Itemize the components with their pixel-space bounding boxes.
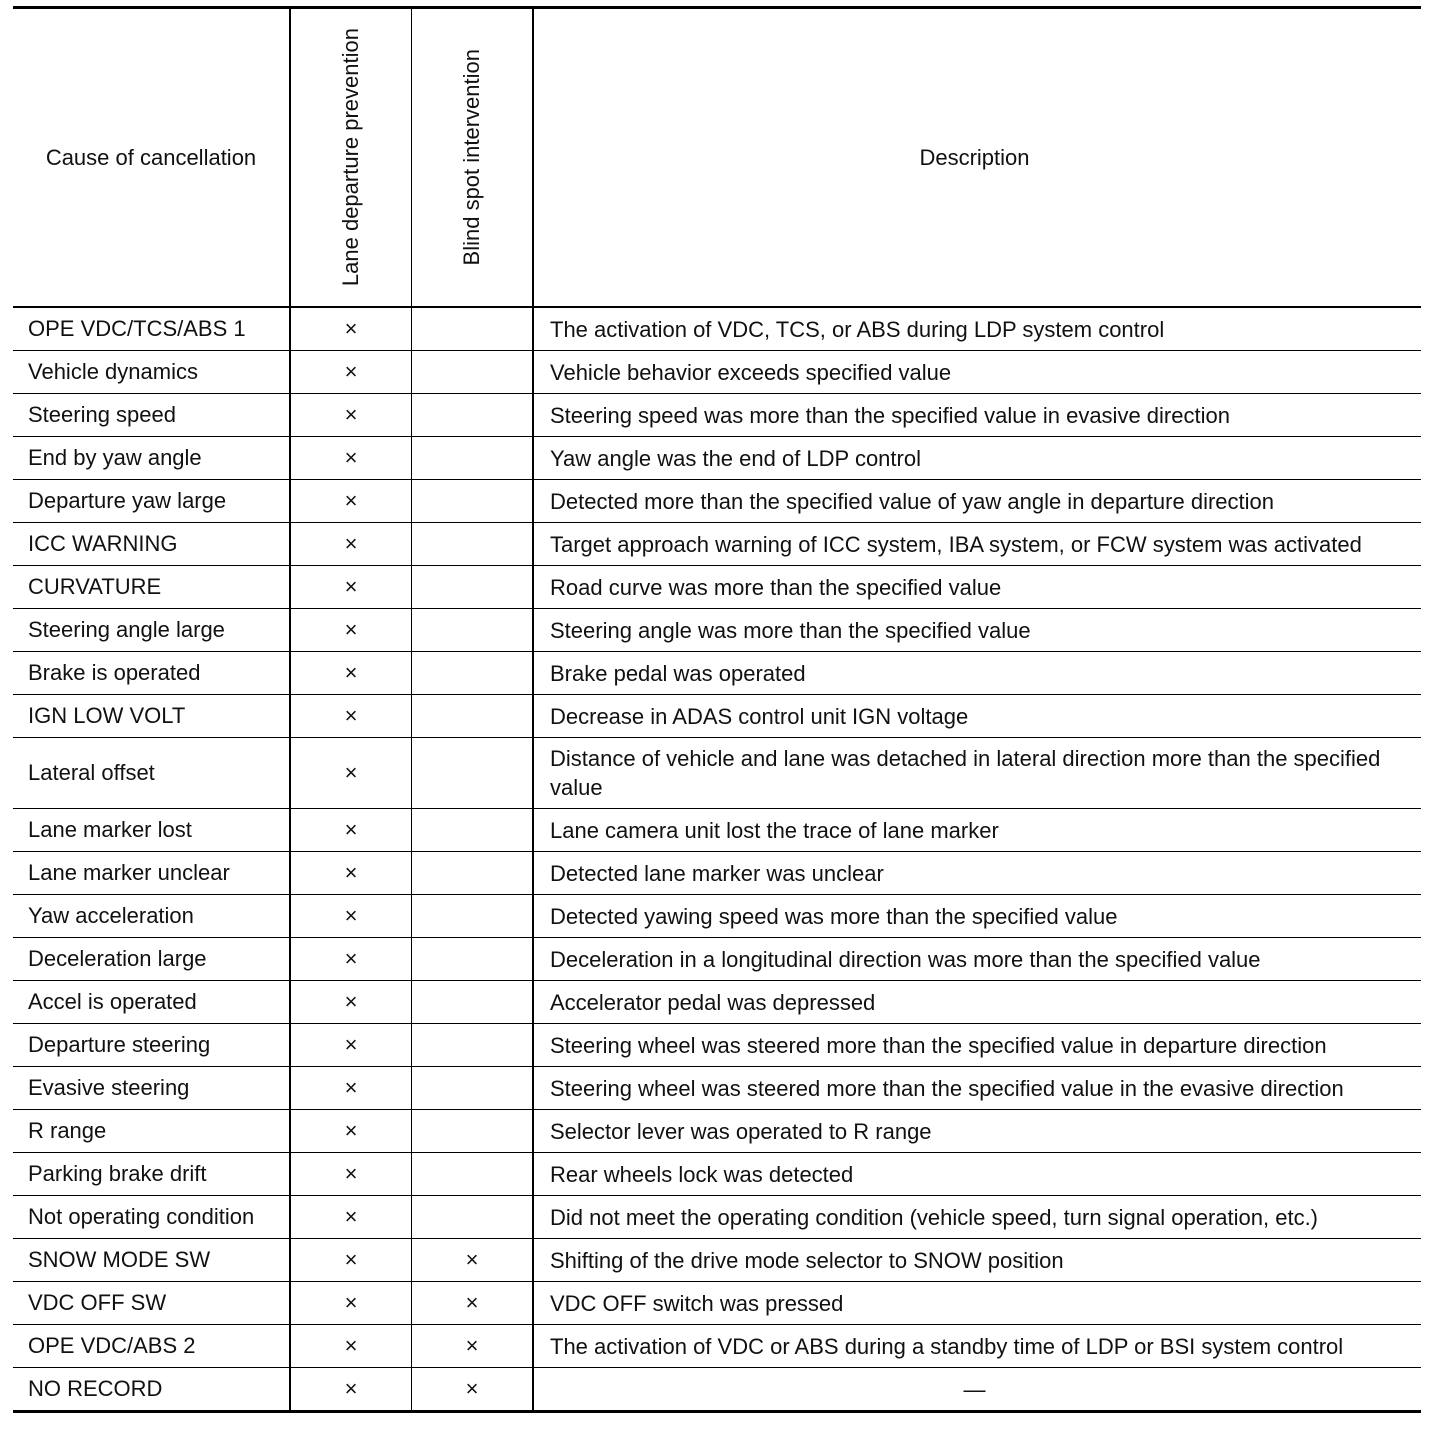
bsi-mark	[412, 1196, 534, 1239]
bsi-mark: ×	[412, 1239, 534, 1282]
bsi-mark	[412, 1110, 534, 1153]
bsi-mark	[412, 938, 534, 981]
cause-cell: Accel is operated	[13, 981, 290, 1024]
description-cell: Target approach warning of ICC system, IBA system, or FCW system was activated	[533, 523, 1421, 566]
cause-cell: CURVATURE	[13, 566, 290, 609]
bsi-mark	[412, 523, 534, 566]
ldp-mark: ×	[290, 1239, 412, 1282]
bsi-mark	[412, 895, 534, 938]
cause-cell: Departure steering	[13, 1024, 290, 1067]
bsi-mark	[412, 394, 534, 437]
cause-cell: Not operating condition	[13, 1196, 290, 1239]
bsi-mark	[412, 1067, 534, 1110]
ldp-mark: ×	[290, 809, 412, 852]
ldp-mark: ×	[290, 394, 412, 437]
bsi-mark: ×	[412, 1325, 534, 1368]
cause-cell: OPE VDC/TCS/ABS 1	[13, 307, 290, 351]
description-cell: Vehicle behavior exceeds specified value	[533, 351, 1421, 394]
bsi-mark	[412, 609, 534, 652]
description-cell: Shifting of the drive mode selector to SNOW position	[533, 1239, 1421, 1282]
description-cell: The activation of VDC or ABS during a standby time of LDP or BSI system control	[533, 1325, 1421, 1368]
table-row	[13, 695, 1421, 738]
description-cell: The activation of VDC, TCS, or ABS during LDP system control	[533, 307, 1421, 351]
ldp-mark: ×	[290, 695, 412, 738]
table-row	[13, 1368, 1421, 1412]
table-row	[13, 437, 1421, 480]
description-cell: Detected lane marker was unclear	[533, 852, 1421, 895]
cause-cell: NO RECORD	[13, 1368, 290, 1412]
bsi-mark	[412, 566, 534, 609]
table-row	[13, 1024, 1421, 1067]
description-cell: Steering wheel was steered more than the specified value in the evasive direction	[533, 1067, 1421, 1110]
ldp-mark: ×	[290, 609, 412, 652]
header-ldp-label: Lane departure prevention	[338, 28, 363, 287]
description-cell: Detected yawing speed was more than the specified value	[533, 895, 1421, 938]
description-cell: Steering wheel was steered more than the specified value in departure direction	[533, 1024, 1421, 1067]
table-row	[13, 1153, 1421, 1196]
cause-cell: VDC OFF SW	[13, 1282, 290, 1325]
header-bsi	[412, 8, 534, 308]
cause-cell: IGN LOW VOLT	[13, 695, 290, 738]
table-row	[13, 1196, 1421, 1239]
cause-cell: Steering speed	[13, 394, 290, 437]
table-row	[13, 351, 1421, 394]
ldp-mark: ×	[290, 307, 412, 351]
description-cell: Distance of vehicle and lane was detached in lateral direction more than the specified value	[533, 738, 1421, 809]
ldp-mark: ×	[290, 1368, 412, 1412]
description-cell: Decrease in ADAS control unit IGN voltage	[533, 695, 1421, 738]
description-cell: Brake pedal was operated	[533, 652, 1421, 695]
description-cell: VDC OFF switch was pressed	[533, 1282, 1421, 1325]
table-row	[13, 566, 1421, 609]
ldp-mark: ×	[290, 738, 412, 809]
ldp-mark: ×	[290, 1153, 412, 1196]
bsi-mark	[412, 480, 534, 523]
bsi-mark	[412, 1153, 534, 1196]
header-bsi-label: Blind spot intervention	[459, 49, 484, 266]
description-cell: Selector lever was operated to R range	[533, 1110, 1421, 1153]
table-row	[13, 1067, 1421, 1110]
ldp-mark: ×	[290, 1325, 412, 1368]
bsi-mark	[412, 307, 534, 351]
table-row	[13, 609, 1421, 652]
bsi-mark	[412, 695, 534, 738]
cause-cell: Brake is operated	[13, 652, 290, 695]
cause-cell: R range	[13, 1110, 290, 1153]
table-row	[13, 480, 1421, 523]
table-row	[13, 852, 1421, 895]
bsi-mark	[412, 437, 534, 480]
table-row	[13, 523, 1421, 566]
bsi-mark	[412, 981, 534, 1024]
ldp-mark: ×	[290, 981, 412, 1024]
ldp-mark: ×	[290, 938, 412, 981]
cause-cell: Evasive steering	[13, 1067, 290, 1110]
cause-cell: Deceleration large	[13, 938, 290, 981]
ldp-mark: ×	[290, 1024, 412, 1067]
table-row	[13, 895, 1421, 938]
table-row	[13, 394, 1421, 437]
cause-cell: Yaw acceleration	[13, 895, 290, 938]
cause-cell: Lateral offset	[13, 738, 290, 809]
ldp-mark: ×	[290, 1196, 412, 1239]
header-description: Description	[533, 8, 1421, 308]
cancellation-table	[13, 6, 1421, 1413]
ldp-mark: ×	[290, 437, 412, 480]
bsi-mark: ×	[412, 1282, 534, 1325]
table-row	[13, 307, 1421, 351]
cause-cell: SNOW MODE SW	[13, 1239, 290, 1282]
description-cell: Accelerator pedal was depressed	[533, 981, 1421, 1024]
cause-cell: OPE VDC/ABS 2	[13, 1325, 290, 1368]
header-cause: Cause of cancellation	[13, 8, 290, 308]
description-cell: Steering angle was more than the specified value	[533, 609, 1421, 652]
bsi-mark	[412, 652, 534, 695]
ldp-mark: ×	[290, 652, 412, 695]
table-row	[13, 1239, 1421, 1282]
description-cell: Lane camera unit lost the trace of lane marker	[533, 809, 1421, 852]
ldp-mark: ×	[290, 895, 412, 938]
bsi-mark: ×	[412, 1368, 534, 1412]
ldp-mark: ×	[290, 351, 412, 394]
ldp-mark: ×	[290, 852, 412, 895]
table-row	[13, 938, 1421, 981]
description-cell: Deceleration in a longitudinal direction was more than the specified value	[533, 938, 1421, 981]
cause-cell: End by yaw angle	[13, 437, 290, 480]
table-row	[13, 738, 1421, 809]
ldp-mark: ×	[290, 1110, 412, 1153]
bsi-mark	[412, 1024, 534, 1067]
header-ldp	[290, 8, 412, 308]
header-row	[13, 8, 1421, 308]
cause-cell: Lane marker lost	[13, 809, 290, 852]
ldp-mark: ×	[290, 1282, 412, 1325]
bsi-mark	[412, 852, 534, 895]
table-row	[13, 652, 1421, 695]
ldp-mark: ×	[290, 1067, 412, 1110]
cause-cell: Lane marker unclear	[13, 852, 290, 895]
table-row	[13, 1325, 1421, 1368]
ldp-mark: ×	[290, 480, 412, 523]
table-row	[13, 1110, 1421, 1153]
ldp-mark: ×	[290, 523, 412, 566]
cause-cell: Steering angle large	[13, 609, 290, 652]
description-cell: Rear wheels lock was detected	[533, 1153, 1421, 1196]
table-row	[13, 1282, 1421, 1325]
bsi-mark	[412, 351, 534, 394]
description-cell: Yaw angle was the end of LDP control	[533, 437, 1421, 480]
cause-cell: Parking brake drift	[13, 1153, 290, 1196]
bsi-mark	[412, 738, 534, 809]
table-row	[13, 981, 1421, 1024]
description-cell: Did not meet the operating condition (vehicle speed, turn signal operation, etc.)	[533, 1196, 1421, 1239]
table-row	[13, 809, 1421, 852]
bsi-mark	[412, 809, 534, 852]
description-cell: —	[533, 1368, 1421, 1412]
ldp-mark: ×	[290, 566, 412, 609]
cause-cell: ICC WARNING	[13, 523, 290, 566]
cause-cell: Vehicle dynamics	[13, 351, 290, 394]
description-cell: Steering speed was more than the specified value in evasive direction	[533, 394, 1421, 437]
description-cell: Detected more than the specified value of yaw angle in departure direction	[533, 480, 1421, 523]
description-cell: Road curve was more than the specified value	[533, 566, 1421, 609]
cause-cell: Departure yaw large	[13, 480, 290, 523]
